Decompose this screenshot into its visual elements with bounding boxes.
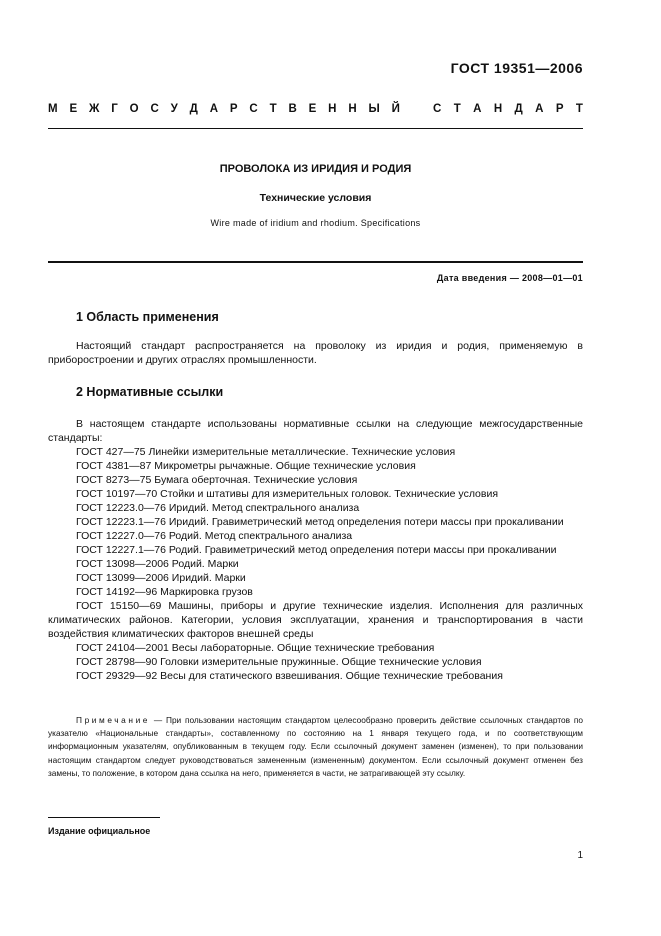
note-text: — При пользовании настоящим стандартом целесообразно проверить действие ссылочных стандартов по указателю «Национальные стандарты», составленному по состоянию на 1 января текущего года, и по соответствующим информационным указателям, опубликованным в текущем году. Если ссылочный документ заменен (изменен), то при пользовании настоящим стандартом следует руководствоваться замененным (измененным) документом. Если ссылочный документ отменен без замены, то положение, в котором дана ссылка на него, применяется в части, не затрагивающей эту ссылку.	[48, 715, 583, 778]
reference-item: ГОСТ 12223.0—76 Иридий. Метод спектрального анализа	[76, 502, 360, 514]
introduction-date: Дата введения — 2008—01—01	[436, 273, 583, 283]
reference-item: ГОСТ 427—75 Линейки измерительные металлические. Технические условия	[76, 446, 456, 458]
reference-item: ГОСТ 29329—92 Весы для статического взвешивания. Общие технические требования	[76, 670, 503, 682]
reference-item: ГОСТ 12227.1—76 Родий. Гравиметрический метод определения потери массы при прокаливании	[76, 544, 557, 556]
banner-letter: Р	[229, 103, 238, 115]
banner-letter: Н	[328, 103, 337, 115]
banner-letter: Н	[493, 103, 503, 115]
banner-letter: Е	[69, 103, 78, 115]
reference-item: ГОСТ 10197—70 Стойки и штативы для измерительных головок. Технические условия	[76, 488, 499, 500]
reference-item: ГОСТ 14192—96 Маркировка грузов	[76, 586, 253, 598]
section-1-text	[48, 339, 583, 367]
page-number: 1	[577, 850, 583, 861]
references-list	[48, 445, 583, 683]
note-block	[48, 714, 583, 780]
banner-letter: М	[48, 103, 58, 115]
reference-item: ГОСТ 28798—90 Головки измерительные пружинные. Общие технические условия	[76, 656, 482, 668]
reference-item: ГОСТ 8273—75 Бумага оберточная. Технические условия	[76, 474, 358, 486]
section-2-heading: 2 Нормативные ссылки	[76, 385, 224, 399]
reference-item: ГОСТ 12223.1—76 Иридий. Гравиметрический метод определения потери массы при прокаливании	[76, 516, 564, 528]
banner-letter: Т	[453, 103, 461, 115]
banner-letter: Ы	[368, 103, 380, 115]
banner-letter: О	[129, 103, 139, 115]
reference-item: ГОСТ 15150—69 Машины, приборы и другие технические изделия. Исполнения для различных климатических районов. Категории, условия эксплуатации, хранения и транспортирования в части воздействия климатических факторов внешней среды	[48, 600, 583, 640]
footer-rule	[48, 817, 160, 818]
banner-letter: С	[150, 103, 159, 115]
banner-letter: Д	[514, 103, 523, 115]
reference-item: ГОСТ 13099—2006 Иридий. Марки	[76, 572, 246, 584]
note-label: Примечание	[76, 715, 151, 725]
section-1-text-content: Настоящий стандарт распространяется на проволоку из иридия и родия, применяемую в приборостроении и других отраслях промышленности.	[48, 340, 583, 366]
banner-letter: Д	[189, 103, 198, 115]
reference-item: ГОСТ 4381—87 Микрометры рычажные. Общие технические условия	[76, 460, 416, 472]
banner-letter: Г	[111, 103, 118, 115]
document-title: ПРОВОЛОКА ИЗ ИРИДИЯ И РОДИЯ	[219, 163, 412, 175]
reference-item: ГОСТ 24104—2001 Весы лабораторные. Общие технические требования	[76, 642, 435, 654]
reference-item: ГОСТ 13098—2006 Родий. Марки	[76, 558, 239, 570]
banner-letter: Р	[555, 103, 564, 115]
gost-code: ГОСТ 19351—2006	[450, 60, 583, 76]
banner-letter: Ж	[88, 103, 100, 115]
banner-letter: Т	[575, 103, 583, 115]
banner-letter: Т	[269, 103, 277, 115]
banner-word-2	[433, 103, 583, 115]
edition-label: Издание официальное	[48, 826, 151, 836]
banner-letter: С	[249, 103, 258, 115]
section-1-heading: 1 Область применения	[76, 310, 219, 324]
banner-letter: У	[170, 103, 178, 115]
banner-letter: С	[433, 103, 442, 115]
banner-letter: А	[473, 103, 482, 115]
banner-letter: А	[535, 103, 544, 115]
interstate-standard-banner	[48, 103, 583, 115]
banner-letter: Й	[391, 103, 400, 115]
banner-letter: А	[209, 103, 219, 115]
document-title-english: Wire made of iridium and rhodium. Specifications	[210, 218, 421, 228]
header-rule	[48, 128, 583, 129]
section-2-intro	[48, 417, 583, 445]
section-2-intro-content: В настоящем стандарте использованы нормативные ссылки на следующие межгосударственные стандарты:	[48, 418, 583, 444]
document-subtitle: Технические условия	[259, 192, 372, 204]
title-rule	[48, 261, 583, 263]
banner-letter: Н	[348, 103, 357, 115]
banner-letter: В	[288, 103, 297, 115]
banner-word-1	[48, 103, 400, 115]
banner-letter: Е	[308, 103, 317, 115]
reference-item: ГОСТ 12227.0—76 Родий. Метод спектрального анализа	[76, 530, 353, 542]
